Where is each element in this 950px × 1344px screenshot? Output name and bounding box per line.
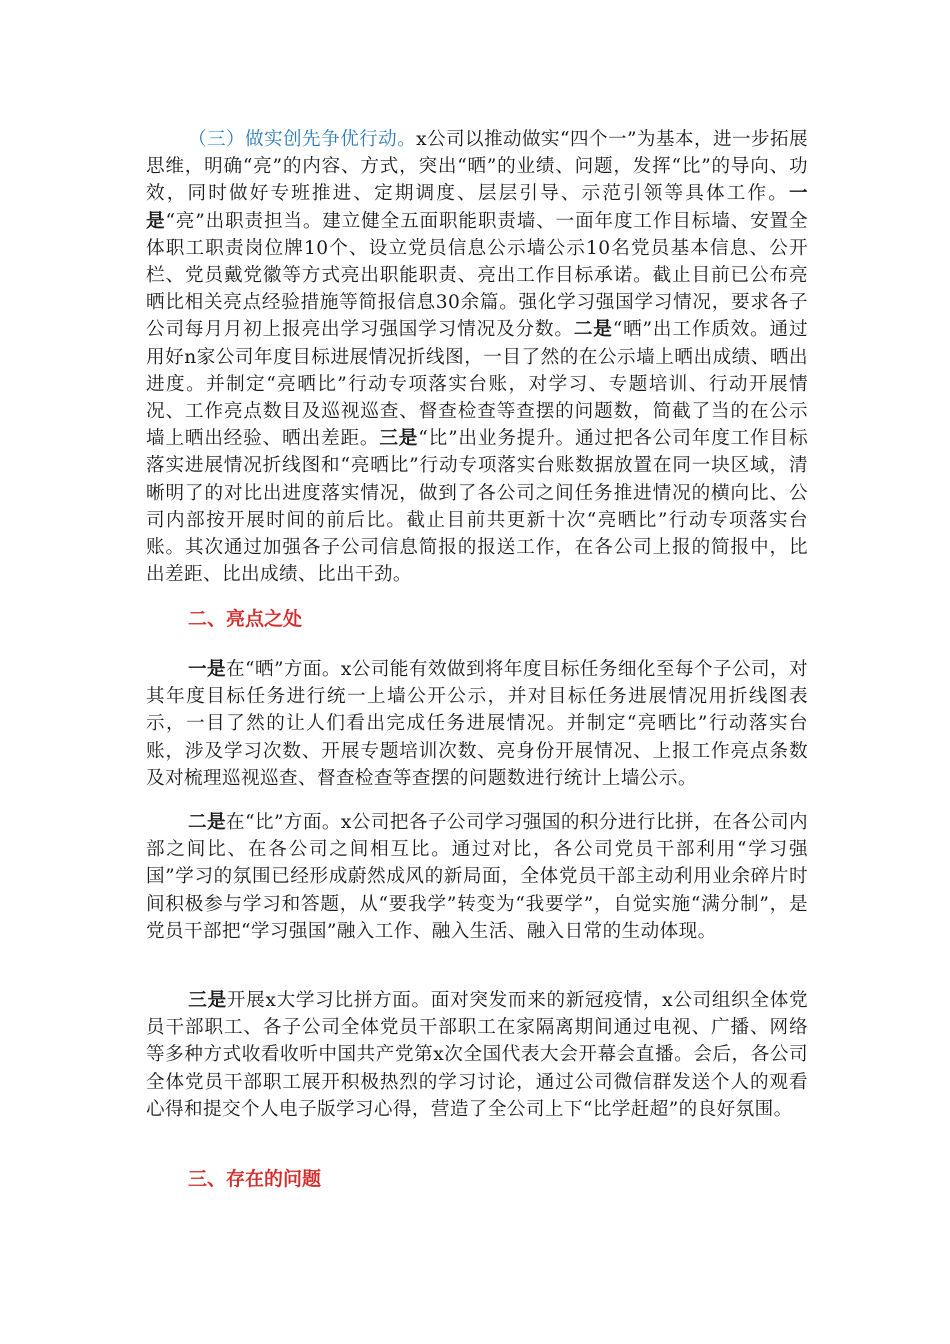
section3-paragraph <box>146 126 808 588</box>
highlight-3-text: 开展x大学习比拼方面。面对突发而来的新冠疫情，x公司组织全体党员干部职工、各子公司全体党员干部职工在家隔离期间通过电视、广播、网络等多种方式收看收听中国共产党第x次全国代表大会开幕会直播。会后，各公司全体党员干部职工展开积极热烈的学习讨论，通过公司微信群发送个人的观看心得和提交个人电子版学习心得，营造了全公司上下“比学赶超”的良好氛围。 <box>146 990 808 1120</box>
highlight-2-label: 二是 <box>188 812 227 833</box>
point2-text: “晒”出工作质效。通过用好n家公司年度目标进展情况折线图，一目了然的在公示墙上晒出成绩、晒出进度。并制定“亮晒比”行动专项落实台账，对学习、专题培训、行动开展情况、工作亮点数目及巡视巡查、督查检查等查摆的问题数，简截了当的在公示墙上晒出经验、晒出差距。 <box>146 319 808 450</box>
point3-text: “比”出业务提升。通过把各公司年度工作目标落实进展情况折线图和“亮晒比”行动专项落实台账数据放置在同一块区域，清晰明了的对比出进度落实情况，做到了各公司之间任务推进情况的横向比、公司内部按开展时间的前后比。截止目前共更新十次“亮晒比”行动专项落实台账。其次通过加强各子公司信息简报的报送工作，在各公司上报的简报中，比出差距、比出成绩、比出干劲。 <box>146 428 808 586</box>
section3-lead: （三）做实创先争优行动。 <box>188 129 417 150</box>
highlight-2-text: 在“比”方面。x公司把各子公司学习强国的积分进行比拼，在各公司内部之间比、在各公司之间相互比。通过对比，各公司党员干部利用“学习强国”学习的氛围已经形成蔚然成风的新局面，全体党员干部主动利用业余碎片时间积极参与学习和答题，从“要我学”转变为“我要学”，自觉实施“满分制”，是党员干部把“学习强国”融入工作、融入生活、融入日常的生动体现。 <box>146 812 808 942</box>
section3-intro: x公司以推动做实“四个一”为基本，进一步拓展思维，明确“亮”的内容、方式，突出“晒”的业绩、问题，发挥“比”的导向、功效，同时做好专班推进、定期调度、层层引导、示范引领等具体工作。 <box>146 129 808 205</box>
point1-text: “亮”出职责担当。建立健全五面职能职责墙、一面年度工作目标墙、安置全体职工职责岗位牌10个、设立党员信息公示墙公示10名党员基本信息、公开栏、党员戴党徽等方式亮出职能职责、亮出工作目标承诺。截止目前已公布亮晒比相关亮点经验措施等简报信息30余篇。强化学习强国学习情况，要求各子公司每月月初上报亮出学习强国学习情况及分数。 <box>146 210 808 341</box>
highlight-1-label: 一是 <box>188 659 227 680</box>
highlight-paragraph-3 <box>146 987 808 1123</box>
point3-label: 三是 <box>379 428 419 450</box>
point2-label: 二是 <box>573 319 613 341</box>
section-heading-highlights: 二、亮点之处 <box>188 608 303 630</box>
section-heading-problems: 三、存在的问题 <box>188 1168 322 1190</box>
highlight-1-text: 在“晒”方面。x公司能有效做到将年度目标任务细化至每个子公司，对其年度目标任务进行统一上墙公开公示，并对目标任务进展情况用折线图表示，一目了然的让人们看出完成任务进展情况。并制定“亮晒比”行动落实台账，涉及学习次数、开展专题培训次数、亮身份开展情况、上报工作亮点条数及对梳理巡视巡查、督查检查等查摆的问题数进行统计上墙公示。 <box>146 659 808 789</box>
highlight-paragraph-2 <box>146 809 808 945</box>
highlight-3-label: 三是 <box>188 990 227 1011</box>
point1-label: 一是 <box>146 183 808 232</box>
highlight-paragraph-1 <box>146 656 808 792</box>
